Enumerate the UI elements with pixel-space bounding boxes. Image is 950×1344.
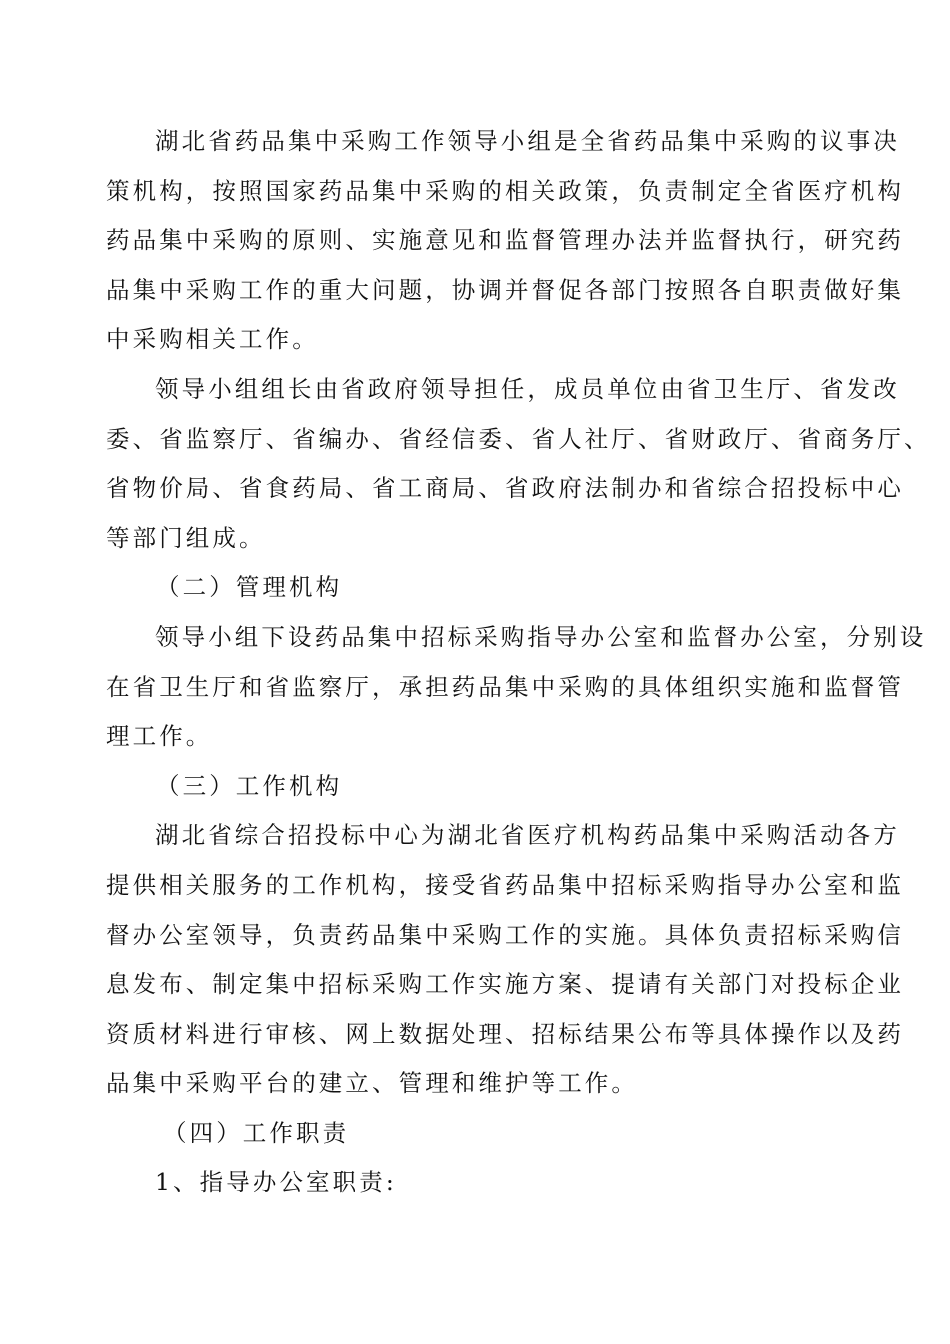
- paragraph-line: 品集中采购工作的重大问题，协调并督促各部门按照各自职责做好集: [106, 275, 904, 304]
- paragraph-line: 策机构，按照国家药品集中采购的相关政策，负责制定全省医疗机构: [106, 176, 904, 205]
- paragraph-line: 等部门组成。: [106, 523, 266, 552]
- paragraph-line: 省物价局、省食药局、省工商局、省政府法制办和省综合招投标中心: [106, 474, 904, 503]
- section-heading-management: （二）管理机构: [156, 573, 343, 602]
- section-heading-working-body: （三）工作机构: [156, 771, 343, 800]
- paragraph-line: 理工作。: [106, 722, 213, 751]
- paragraph-working-body: [106, 811, 904, 1109]
- paragraph-leading-group: [106, 117, 904, 365]
- paragraph-line: 湖北省综合招投标中心为湖北省医疗机构药品集中采购活动各方: [155, 821, 900, 850]
- paragraph-line: 湖北省药品集中采购工作领导小组是全省药品集中采购的议事决: [155, 127, 900, 155]
- paragraph-line: 领导小组组长由省政府领导担任，成员单位由省卫生厅、省发改: [155, 374, 900, 403]
- paragraph-line: 委、省监察厅、省编办、省经信委、省人社厅、省财政厅、省商务厅、: [106, 424, 931, 453]
- section-heading-duties: （四）工作职责: [163, 1118, 350, 1147]
- list-item-guidance-office: 1、指导办公室职责:: [155, 1168, 397, 1197]
- paragraph-line: 督办公室领导，负责药品集中采购工作的实施。具体负责招标采购信: [106, 920, 904, 949]
- paragraph-line: 提供相关服务的工作机构，接受省药品集中招标采购指导办公室和监: [106, 870, 904, 899]
- paragraph-line: 资质材料进行审核、网上数据处理、招标结果公布等具体操作以及药: [106, 1019, 904, 1048]
- paragraph-line: 品集中采购平台的建立、管理和维护等工作。: [106, 1069, 638, 1098]
- paragraph-line: 药品集中采购的原则、实施意见和监督管理办法并监督执行，研究药: [106, 226, 904, 255]
- document-body: [106, 117, 931, 1208]
- paragraph-line: 中采购相关工作。: [106, 325, 319, 354]
- paragraph-management: [106, 613, 927, 762]
- paragraph-line: 领导小组下设药品集中招标采购指导办公室和监督办公室，分别设: [155, 622, 927, 651]
- paragraph-line: 息发布、制定集中招标采购工作实施方案、提请有关部门对投标企业: [106, 970, 904, 999]
- paragraph-members: [106, 365, 931, 563]
- paragraph-line: 在省卫生厅和省监察厅，承担药品集中采购的具体组织实施和监督管: [106, 672, 904, 701]
